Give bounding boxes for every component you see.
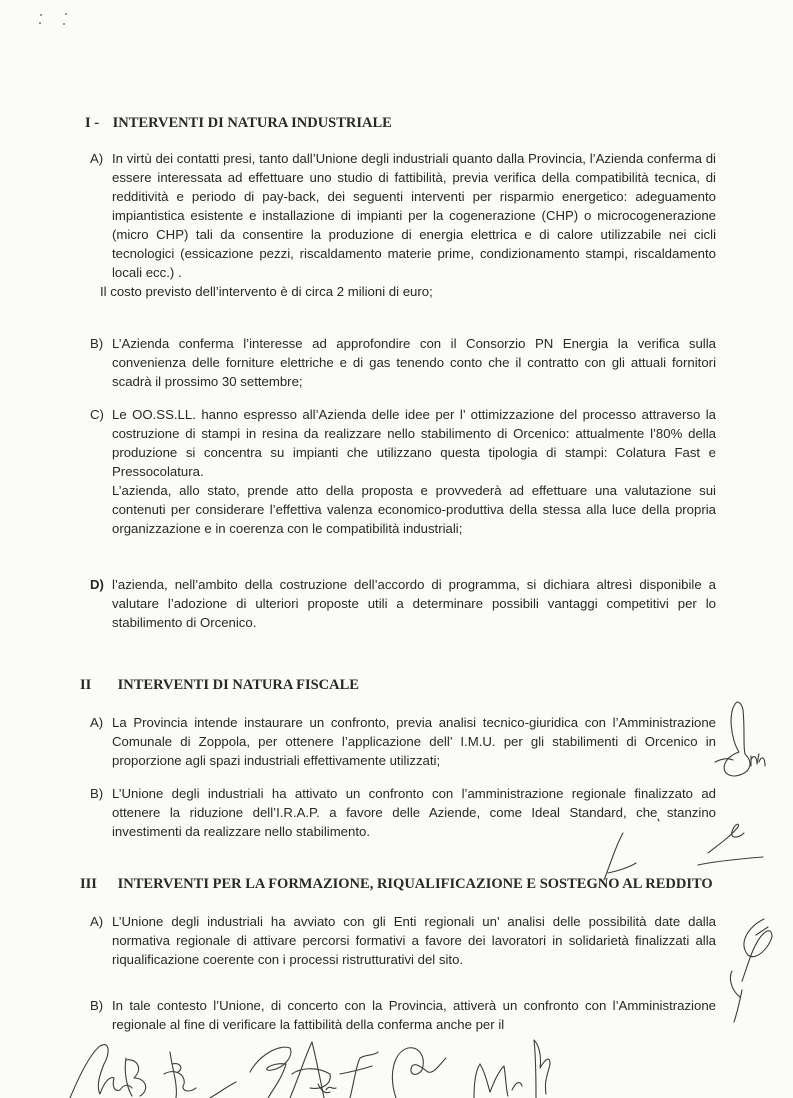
list-item xyxy=(90,996,716,1034)
item-paragraph: Il costo previsto dell’intervento è di circa 2 milioni di euro; xyxy=(100,284,433,299)
list-item xyxy=(90,575,716,632)
item-paragraph: In tale contesto l’Unione, di concerto con la Provincia, attiverà un confronto con l’Amministrazione regionale al fine di verificare la fattibilità della conferma anche per il xyxy=(112,998,716,1032)
item-paragraph: L’Unione degli industriali ha avviato con gli Enti regionali un’ analisi delle possibilità date dalla normativa regionale di attivare percorsi formativi a favore dei lavoratori in solidarietà finalizzati alla riqualificazione coerente con i processi ristrutturativi del sito. xyxy=(112,914,716,967)
section-title: INTERVENTI DI NATURA INDUSTRIALE xyxy=(112,115,392,131)
margin-initials-signature xyxy=(715,700,775,780)
section-number: I - xyxy=(85,115,100,131)
section-heading xyxy=(80,677,359,694)
section-title: INTERVENTI DI NATURA FISCALE xyxy=(117,677,359,693)
margin-mark xyxy=(730,988,750,1028)
item-paragraph: l’azienda, nell’ambito della costruzione dell’accordo di programma, si dichiara altresì disponibile a valutare l’adozione di ulteriori proposte utili a determinare possibili vantaggi competitivi per lo stabilimento di Orcenico. xyxy=(112,577,716,630)
item-label: A) xyxy=(90,914,104,929)
scan-speck xyxy=(39,22,41,24)
scan-speck xyxy=(63,23,65,25)
item-label: B) xyxy=(90,336,104,351)
item-label: A) xyxy=(90,151,104,166)
item-label: B) xyxy=(90,786,104,801)
section-number: III xyxy=(80,876,97,892)
section-heading xyxy=(85,115,392,132)
margin-signature xyxy=(598,815,768,885)
item-label: B) xyxy=(90,998,104,1013)
item-paragraph: L’Unione degli industriali ha attivato un confronto con l’amministrazione regionale finalizzato ad ottenere la riduzione dell’I.R.A.P. a favore delle Aziende, come Ideal Standard, che stanzino investimenti da realizzare nello stabilimento. xyxy=(112,786,716,839)
list-item xyxy=(90,149,716,301)
list-item xyxy=(90,713,716,770)
item-paragraph: La Provincia intende instaurare un confronto, previa analisi tecnico-giuridica con l’Amministrazione Comunale di Zoppola, per ottenere l’applicazione dell’ I.M.U. per gli stabilimenti di Orcenico in proporzione agli spazi industriali effettivamente utilizzati; xyxy=(112,715,716,768)
section-title: INTERVENTI PER LA FORMAZIONE, RIQUALIFICAZIONE E SOSTEGNO AL REDDITO xyxy=(117,876,713,892)
list-item xyxy=(90,334,716,391)
item-label: D) xyxy=(90,577,104,592)
item-label: C) xyxy=(90,407,104,422)
footer-signatures xyxy=(60,1034,775,1098)
list-item xyxy=(90,405,716,538)
item-label: A) xyxy=(90,715,104,730)
item-paragraph: L’Azienda conferma l’interesse ad approfondire con il Consorzio PN Energia la verifica sulla convenienza delle forniture elettriche e di gas tenendo conto che il contratto con gli attuali fornitori scadrà il prossimo 30 settembre; xyxy=(112,336,716,389)
list-item xyxy=(90,912,716,969)
scan-speck xyxy=(65,13,67,15)
scan-speck xyxy=(40,14,42,16)
item-paragraph: Le OO.SS.LL. hanno espresso all’Azienda delle idee per l’ ottimizzazione del processo attraverso la costruzione di stampi in resina da realizzare nello stabilimento di Orcenico: attualmente l’80% della produzione si concentra su impianti che utilizzano questa tipologia di stampi: Colatura Fast e Pressocolatura. xyxy=(112,407,716,479)
item-paragraph: In virtù dei contatti presi, tanto dall’Unione degli industriali quanto dalla Provincia, l’Azienda conferma di essere interessata ad effettuare uno studio di fattibilità, previa verifica della compatibilità tecnica, di redditività e periodo di pay-back, dei seguenti interventi per risparmio energetico: adeguamento impiantistica esistente e installazione di impianti per la cogenerazione (CHP) o microcogenerazione (micro CHP) tali da consentire la produzione di energia elettrica e di calore utilizzabile nei cicli tecnologici (essicazione pezzi, riscaldamento materie prime, condizionamento stampi, riscaldamento locali ecc.) . xyxy=(112,151,716,280)
item-paragraph: L’azienda, allo stato, prende atto della proposta e provvederà ad effettuare una valutazione sui contenuti per considerare l’effettiva valenza economico-produttiva della stessa alla luce della propria organizzazione e in coerenza con le compatibilità industriali; xyxy=(112,483,716,536)
section-number: II xyxy=(80,677,92,693)
